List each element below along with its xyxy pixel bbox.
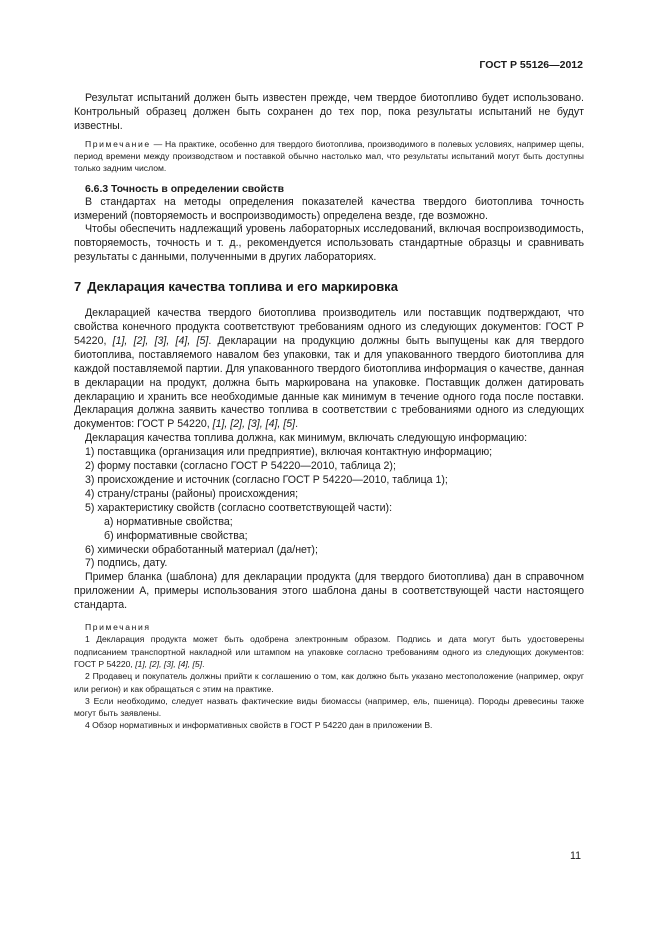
standard-header: ГОСТ Р 55126—2012	[479, 59, 583, 71]
notes-label: Примечания	[85, 622, 151, 633]
section-6-6-3-paragraph-1: В стандартах на методы определения показателей качества твердого биотоплива точность измерений (повторяемость и воспроизводимость) определена везде, где возможно.	[74, 195, 584, 222]
list-item: 3) происхождение и источник (согласно ГОСТ Р 54220—2010, таблица 1);	[85, 474, 448, 487]
intro-note	[74, 138, 584, 175]
sub-list-item: б) информативные свойства;	[104, 529, 248, 542]
note-3: 3 Если необходимо, следует назвать фактические виды биомассы (например, ель, пшеница). Породы древесины также могут быть заявлены.	[74, 695, 584, 719]
section-7-title	[74, 279, 584, 295]
note-label: Примечание	[85, 138, 151, 149]
list-item: 1) поставщика (организация или предприятие), включая контактную информацию;	[85, 446, 493, 459]
section-7-paragraph-3: Пример бланка (шаблона) для декларации продукта (для твердого биотоплива) дан в справочном приложении А, примеры использования этого шаблона даны в соответствующей части настоящего стандарта.	[74, 571, 584, 612]
page-content	[74, 92, 584, 732]
intro-paragraph: Результат испытаний должен быть известен прежде, чем твердое биотопливо будет использовано. Контрольный образец должен быть сохранен до тех пор, пока результаты испытаний не будут известны.	[74, 92, 584, 132]
note-4: 4 Обзор нормативных и информативных свойств в ГОСТ Р 54220 дан в приложении В.	[85, 720, 433, 731]
section-6-6-3-title: 6.6.3 Точность в определении свойств	[85, 183, 285, 195]
note-2: 2 Продавец и покупатель должны прийти к соглашению о том, как должно быть указано местоположение (например, округ или регион) и как обращаться с этим на практике.	[74, 671, 584, 694]
page-number: 11	[570, 850, 581, 862]
section-7-paragraph-1: Декларацией качества твердого биотоплива производитель или поставщик подтверждают, что свойства конечного продукта соответствуют требованиям одного из следующих документов: ГОСТ Р 54220, [1], [2], [3], [4], [5]. Декларации на продукцию должны быть выпущены как для твердого биотоплива, поставляемого навалом без упаковки, так и для упакованного твердого биотоплива для каждой поставляемой партии. Для упакованного твердого биотоплива информация о качестве, данная в декларации на продукт, должна быть маркирована на упаковке. Поставщик должен датировать декларацию и хранить все необходимые данные как минимум в течение одного года после поставки. Декларация должна заявить качество топлива в соответствии с требованиями одного из следующих документов: ГОСТ Р 54220, [1], [2], [3], [4], [5].	[74, 307, 584, 431]
section-7-heading: Декларация качества топлива и его маркировка	[87, 279, 398, 295]
references: [1], [2], [3], [4], [5]	[135, 658, 203, 669]
section-7-paragraph-2: Декларация качества топлива должна, как минимум, включать следующую информацию:	[85, 432, 528, 445]
section-7-number: 7	[74, 279, 82, 295]
references: [1], [2], [3], [4], [5]	[112, 334, 209, 347]
section-6-6-3-paragraph-2: Чтобы обеспечить надлежащий уровень лабораторных исследований, включая воспроизводимость, повторяемость, точность и т. д., рекомендуется использовать стандартные образцы и сравнивать результаты с данными, полученными в других лабораториях.	[74, 223, 584, 264]
list-item: 5) характеристику свойств (согласно соответствующей части):	[85, 501, 393, 514]
list-item: 7) подпись, дату.	[85, 557, 168, 570]
list-item: 6) химически обработанный материал (да/нет);	[85, 543, 318, 556]
references: [1], [2], [3], [4], [5]	[212, 418, 296, 431]
note-1: 1 Декларация продукта может быть одобрена электронным образом. Подпись и дата могут быть удостоверены подписанием транспортной накладной или штампом на упаковке согласно требованиям одного из следующих документов: ГОСТ Р 54220, [1], [2], [3], [4], [5].	[74, 634, 584, 669]
sub-list-item: а) нормативные свойства;	[104, 515, 233, 528]
list-item: 2) форму поставки (согласно ГОСТ Р 54220—2010, таблица 2);	[85, 460, 396, 473]
list-item: 4) страну/страны (районы) происхождения;	[85, 487, 299, 500]
note-text: — На практике, особенно для твердого биотоплива, производимого в полевых условиях, например щепы, период времени между производством и поставкой обычно настолько мал, что результаты испытаний могут быть доступны только задним числом.	[74, 138, 584, 174]
